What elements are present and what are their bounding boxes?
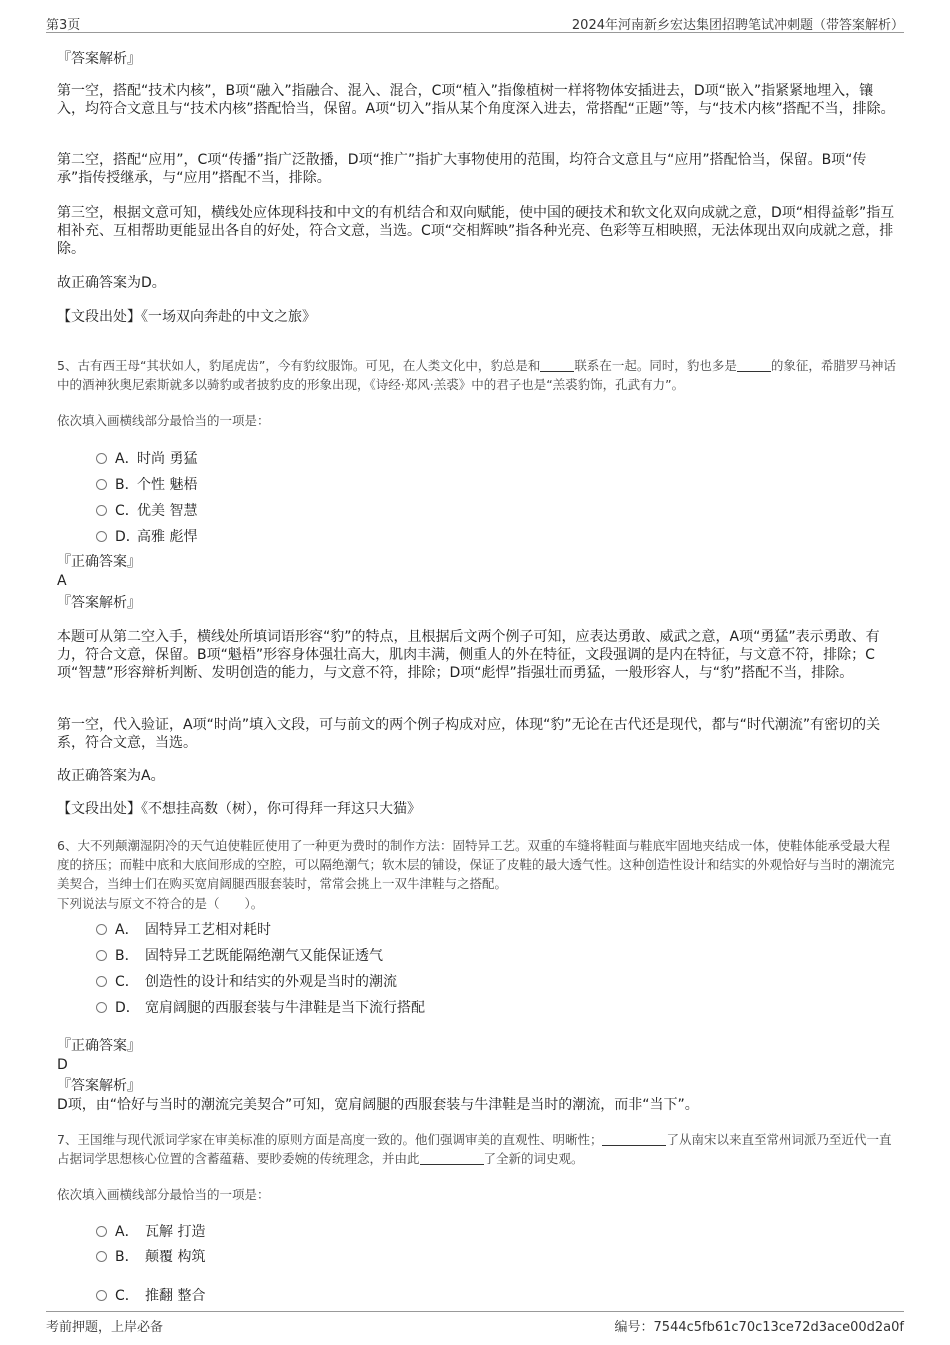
q7-option-b[interactable] — [96, 1246, 205, 1266]
q5-option-d[interactable] — [96, 526, 197, 546]
q5-analysis-p2: 第一空，代入验证，A项“时尚”填入文段，可与前文的两个例子构成对应，体现“豹”无论在古代还是现代，都与“时代潮流”有密切的关系，符合文意，当选。 — [57, 717, 881, 751]
option-key: A． — [115, 922, 139, 938]
option-text: 颠覆 构筑 — [145, 1249, 206, 1265]
q5-analysis-p1: 本题可从第二空入手，横线处所填词语形容“豹”的特点，且根据后文两个例子可知，应表达勇敢、威武之意，A项“勇猛”表示勇敢、有力，符合文意，保留。B项“魁梧”形容身体强壮高大，肌肉丰满，侧重人的外在特征，文段强调的是内在特征，与文意不符，排除；C项“智慧”形容辩析判断、发明创造的能力，与文意不符，排除；D项“彪悍”指强壮而勇猛，一般形容人，与“豹”搭配不当，排除。 — [57, 629, 880, 681]
document-title: 2024年河南新乡宏达集团招聘笔试冲刺题（带答案解析） — [571, 18, 904, 33]
q6-option-b[interactable] — [96, 945, 383, 965]
q7-stem-part2: 了从南宋以来直至常州词派乃至近代一直占据词学思想核心位置的含蓄蕴藉、要眇委婉的传统理念，并由此 — [57, 1132, 892, 1166]
document-id: 编号：7544c5fb61c70c13ce72d3ace00d2a0f — [614, 1320, 904, 1335]
q6-answer: D — [57, 1057, 68, 1073]
option-key: B． — [115, 1249, 139, 1265]
q4-conclusion: 故正确答案为D。 — [57, 275, 166, 291]
q5-prompt: 依次填入画横线部分最恰当的一项是： — [57, 413, 270, 428]
q6-option-a[interactable] — [96, 919, 271, 939]
q6-stem: 6、大不列颠潮湿阴冷的天气迫使鞋匠使用了一种更为费时的制作方法：固特异工艺。双重的车缝将鞋面与鞋底牢固地夹结成一体，使鞋体能承受最大程度的挤压；而鞋中底和大底间形成的空腔，可以隔绝潮气；软木层的铺设，保证了皮鞋的最大透气性。这种创造性设计和结实的外观恰好与当时的潮流完美契合，当绅士们在购买宽肩阔腿西服套装时，常常会挑上一双牛津鞋与之搭配。 — [57, 838, 895, 891]
q5-blank-1 — [540, 359, 574, 372]
q6-analysis-title: 『答案解析』 — [57, 1078, 141, 1094]
q6-analysis: D项，由“恰好与当时的潮流完美契合”可知，宽肩阔腿的西服套装与牛津鞋是当时的潮流，而非“当下”。 — [57, 1097, 699, 1113]
option-key: A． — [115, 451, 139, 467]
radio-icon[interactable] — [96, 924, 107, 935]
page-number: 第3页 — [46, 18, 81, 33]
q7-blank-2 — [420, 1152, 484, 1165]
q5-option-a[interactable] — [96, 448, 197, 468]
q5-stem-part3: 的象征，希腊罗马神话中的酒神狄奥尼索斯就多以骑豹或者披豹皮的形象出现，《诗经·郑风·羔裘》中的君子也是“羔裘豹饰，孔武有力”。 — [57, 358, 896, 392]
q7-blank-1 — [602, 1133, 666, 1146]
radio-icon[interactable] — [96, 1226, 107, 1237]
option-key: A． — [115, 1224, 139, 1240]
option-text: 推翻 整合 — [145, 1288, 206, 1304]
option-key: D． — [115, 1000, 140, 1016]
option-text: 时尚 勇猛 — [137, 451, 198, 467]
option-text: 创造性的设计和结实的外观是当时的潮流 — [145, 974, 397, 990]
q5-stem — [57, 356, 897, 394]
q5-analysis-title: 『答案解析』 — [57, 595, 141, 611]
q7-prompt: 依次填入画横线部分最恰当的一项是： — [57, 1187, 270, 1202]
q7-stem-part3: 了全新的词史观。 — [483, 1151, 584, 1166]
footer-slogan: 考前押题，上岸必备 — [46, 1320, 164, 1335]
option-text: 优美 智慧 — [137, 503, 198, 519]
option-text: 个性 魅梧 — [137, 477, 198, 493]
q5-stem-part1: 5、古有西王母“其状如人，豹尾虎齿”，今有豹纹服饰。可见，在人类文化中，豹总是和 — [57, 358, 541, 373]
radio-icon[interactable] — [96, 1002, 107, 1013]
q7-option-a[interactable] — [96, 1221, 205, 1241]
option-text: 宽肩阔腿的西服套装与牛津鞋是当下流行搭配 — [145, 1000, 425, 1016]
option-key: C． — [115, 1288, 139, 1304]
q4-analysis-p2: 第二空，搭配“应用”，C项“传播”指广泛散播，D项“推广”指扩大事物使用的范围，均符合文意且与“应用”搭配恰当，保留。B项“传承”指传授继承，与“应用”搭配不当，排除。 — [57, 152, 867, 186]
radio-icon[interactable] — [96, 531, 107, 542]
radio-icon[interactable] — [96, 479, 107, 490]
q5-answer-title: 『正确答案』 — [57, 554, 141, 570]
q5-option-b[interactable] — [96, 474, 197, 494]
q6-prompt: 下列说法与原文不符合的是（ ）。 — [57, 896, 264, 911]
q7-stem-part1: 7、王国维与现代派词学家在审美标准的原则方面是高度一致的。他们强调审美的直观性、明晰性； — [57, 1132, 603, 1147]
q7-option-c[interactable] — [96, 1285, 205, 1305]
q6-answer-title: 『正确答案』 — [57, 1038, 141, 1054]
option-text: 固特异工艺相对耗时 — [145, 922, 271, 938]
radio-icon[interactable] — [96, 505, 107, 516]
q4-source: 【文段出处】《一场双向奔赴的中文之旅》 — [57, 309, 316, 325]
radio-icon[interactable] — [96, 453, 107, 464]
q7-stem — [57, 1130, 897, 1168]
radio-icon[interactable] — [96, 950, 107, 961]
radio-icon[interactable] — [96, 976, 107, 987]
page-footer — [46, 1311, 904, 1336]
option-key: D． — [115, 529, 140, 545]
option-text: 瓦解 打造 — [145, 1224, 206, 1240]
q5-stem-part2: 联系在一起。同时，豹也多是 — [574, 358, 737, 373]
radio-icon[interactable] — [96, 1290, 107, 1301]
q6-option-c[interactable] — [96, 971, 397, 991]
q4-analysis-p3: 第三空，根据文意可知，横线处应体现科技和中文的有机结合和双向赋能，使中国的硬技术和软文化双向成就之意，D项“相得益彰”指互相补充、互相帮助更能显出各自的好处，符合文意，当选。C项“交相辉映”指各种光亮、色彩等互相映照，无法体现出双向成就之意，排除。 — [57, 205, 895, 257]
q4-analysis-p1: 第一空，搭配“技术内核”，B项“融入”指融合、混入、混合，C项“植入”指像植树一样将物体安插进去，D项“嵌入”指紧紧地埋入，镶入，均符合文意且与“技术内核”搭配恰当，保留。A项“切入”指从某个角度深入进去，常搭配“正题”等，与“技术内核”搭配不当，排除。 — [57, 83, 895, 117]
option-key: B． — [115, 948, 139, 964]
option-key: C． — [115, 974, 139, 990]
q5-option-c[interactable] — [96, 500, 197, 520]
option-key: B． — [115, 477, 139, 493]
option-key: C． — [115, 503, 139, 519]
q5-blank-2 — [737, 359, 771, 372]
option-text: 高雅 彪悍 — [137, 529, 198, 545]
radio-icon[interactable] — [96, 1251, 107, 1262]
q6-option-d[interactable] — [96, 997, 425, 1017]
q5-answer: A — [57, 573, 67, 589]
q5-conclusion: 故正确答案为A。 — [57, 768, 165, 784]
option-text: 固特异工艺既能隔绝潮气又能保证透气 — [145, 948, 383, 964]
q5-source: 【文段出处】《不想挂高数（树），你可得拜一拜这只大猫》 — [57, 801, 421, 817]
page-header — [46, 12, 904, 33]
q4-analysis-title: 『答案解析』 — [57, 51, 141, 67]
